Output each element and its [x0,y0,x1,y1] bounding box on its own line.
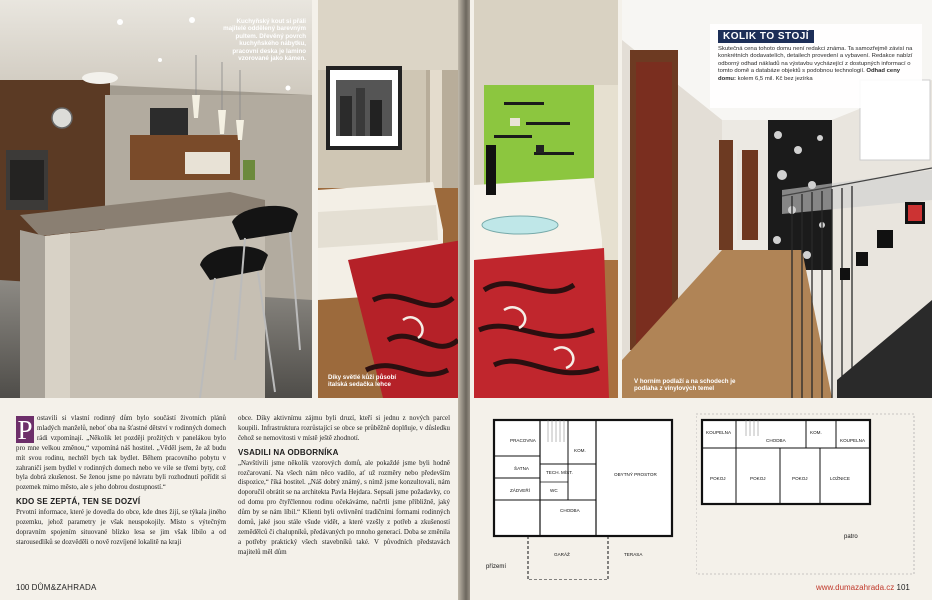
room-obytny: OBYTNÝ PROSTOR [614,472,657,477]
right-page [470,0,932,600]
subheading-2: VSADILI NA ODBORNÍKA [238,447,339,457]
intro-paragraph: P ostavili si vlastní rodinný dům bylo součástí životních plánů mladých manželů, neboť oba na šťastné dětství v rodinných domech rádi vzpomínají. „Několik let později prožitých v panelákou bylo pro mne velkou změnou,“ vzpomíná náš hostitel. „Věděl jsem, že až budu mít svou rodinu, nechtěl bych tak bydlet. Během pracovního pobytu v zahraničí jsem bydlel v rodinných domech nebo ve vile se třemi byty, což byla dobrá zkušenost. Se ženou jsme po návratu byli rozhodnutí pořídit si pozemek mimo město, ale s jeho dobrou dostupností.“ [16,415,226,492]
magazine-name: DŮM&ZAHRADA [31,583,97,592]
room-chodba-upper: CHODBA [766,438,786,443]
page-number-right: 101 [896,583,910,592]
living-room-caption: Díky světlé kůži působí italská sedačka lehce [328,374,397,389]
room-kom: KOM. [574,448,586,453]
price-infobox [710,24,922,108]
plan-upper-label: patro [844,534,858,540]
left-page [0,0,462,600]
room-wc: WC [550,488,558,493]
room-zadveri: ZÁDVEŘÍ [510,488,530,493]
living-room-photo-right [474,0,618,398]
kitchen-caption: Kuchyňský kout si přáli majitelé oddělený barevným pultem. Dřevěný povrch kuchyňského nábytku, pracovní deska je lamino vzorované jako kámen. [223,18,306,63]
drop-cap: P [17,415,33,445]
paragraph-2: obce. Díky aktivnímu zájmu byli druzí, kteří si jednu z nových parcel koupili. Infrastruktura rozrůstající se obce se průběžně doplňuje, v důsledku čehož se nemovitosti v místě ještě zhodnotí. [238,415,450,442]
living-room-photo-left [318,0,462,398]
text-column-2 [238,414,450,558]
magazine-url[interactable]: www.dumazahrada.cz [816,583,895,592]
folio-left [16,583,97,592]
room-kom-upper: KOM. [810,430,822,435]
room-pokoj-1: POKOJ [710,476,726,481]
estimate-label: Odhad ceny domu: [718,68,901,82]
infobox-title: KOLIK TO STOJÍ [718,30,814,43]
plan-ground-label: přízemí [486,564,507,570]
room-tech: TECH. MÍST. [546,470,573,475]
paragraph-3: „Navštívili jsme několik vzorových domů, ale pokaždé jsme byli hodně rozčarovaní. Na všech nám něco vadilo, ať už rozměry nebo především dispozice,“ říká hostitel. „Náš dobrý známý, s nímž jsme konzultovali, nám doporučil obrátit se na architekta Pavla Hejdara. Sepsali jsme požadavky, co od domu pro čtyřčlennou rodinu očekáváme, načrtli jsme přibližně, jaký dům by se nám líbil.“ Klienti byli ovlivnění tradičními formami rodinných domů, jaké jsou stále všude vidět, a které vzešly z potřeb a zkušeností zemědělců či chalupníků, předávaných po mnoho generací. Doba se změnila a potřeby praktický všech stavebníků také. V původních představách majitelů měl dům [238,459,450,556]
room-terasa: TERASA [624,552,643,557]
infobox-text: Skutečná cena tohoto domu není redakci známa. Ta samozřejmě závisí na konkrétních dodavatelích, detailech provedení a vybavení. Redakce nabízí odborný odhad nákladů na výstavbu vycházející z dostupných informací o tomto domě a databáze objektů s podobnou technologií. Odhad ceny domu: kolem 6,5 mil. Kč bez jezírka [718,46,913,82]
room-garaz: GARÁŽ [554,552,570,557]
upper-floor-plan [696,412,918,580]
hallway-caption: V horním podlaží a na schodech je podlaha z vinylových temel [634,378,736,393]
room-chodba: CHODBA [560,508,580,513]
paragraph-1: Prvotní informace, které je dovedla do obce, kde dnes žijí, se týkala jiného pozemku, jehož parametry je však neuspokojily. Místo s výtečným dopravním spojením situované blízko lesa se jim však líbilo a od starousedlíků se dozvěděli o nově rozvíjené lokalitě na kraji [16,509,226,546]
room-pokoj-2: POKOJ [750,476,766,481]
subheading-1: KDO SE ZEPTÁ, TEN SE DOZVÍ [16,497,141,507]
room-koupelna-1: KOUPELNA [706,430,732,435]
room-satna: ŠATNA [514,466,529,471]
room-koupelna-2: KOUPELNA [840,438,866,443]
room-pokoj-3: POKOJ [792,476,808,481]
room-pracovna: PRACOVNA [510,438,536,443]
text-column-1 [16,414,226,548]
ground-floor-plan [484,412,684,580]
room-loznice: LOŽNICE [830,476,850,481]
page-number: 100 [16,583,30,592]
folio-right [816,583,910,592]
estimate-value: kolem 6,5 mil. Kč bez jezírka [737,75,813,82]
